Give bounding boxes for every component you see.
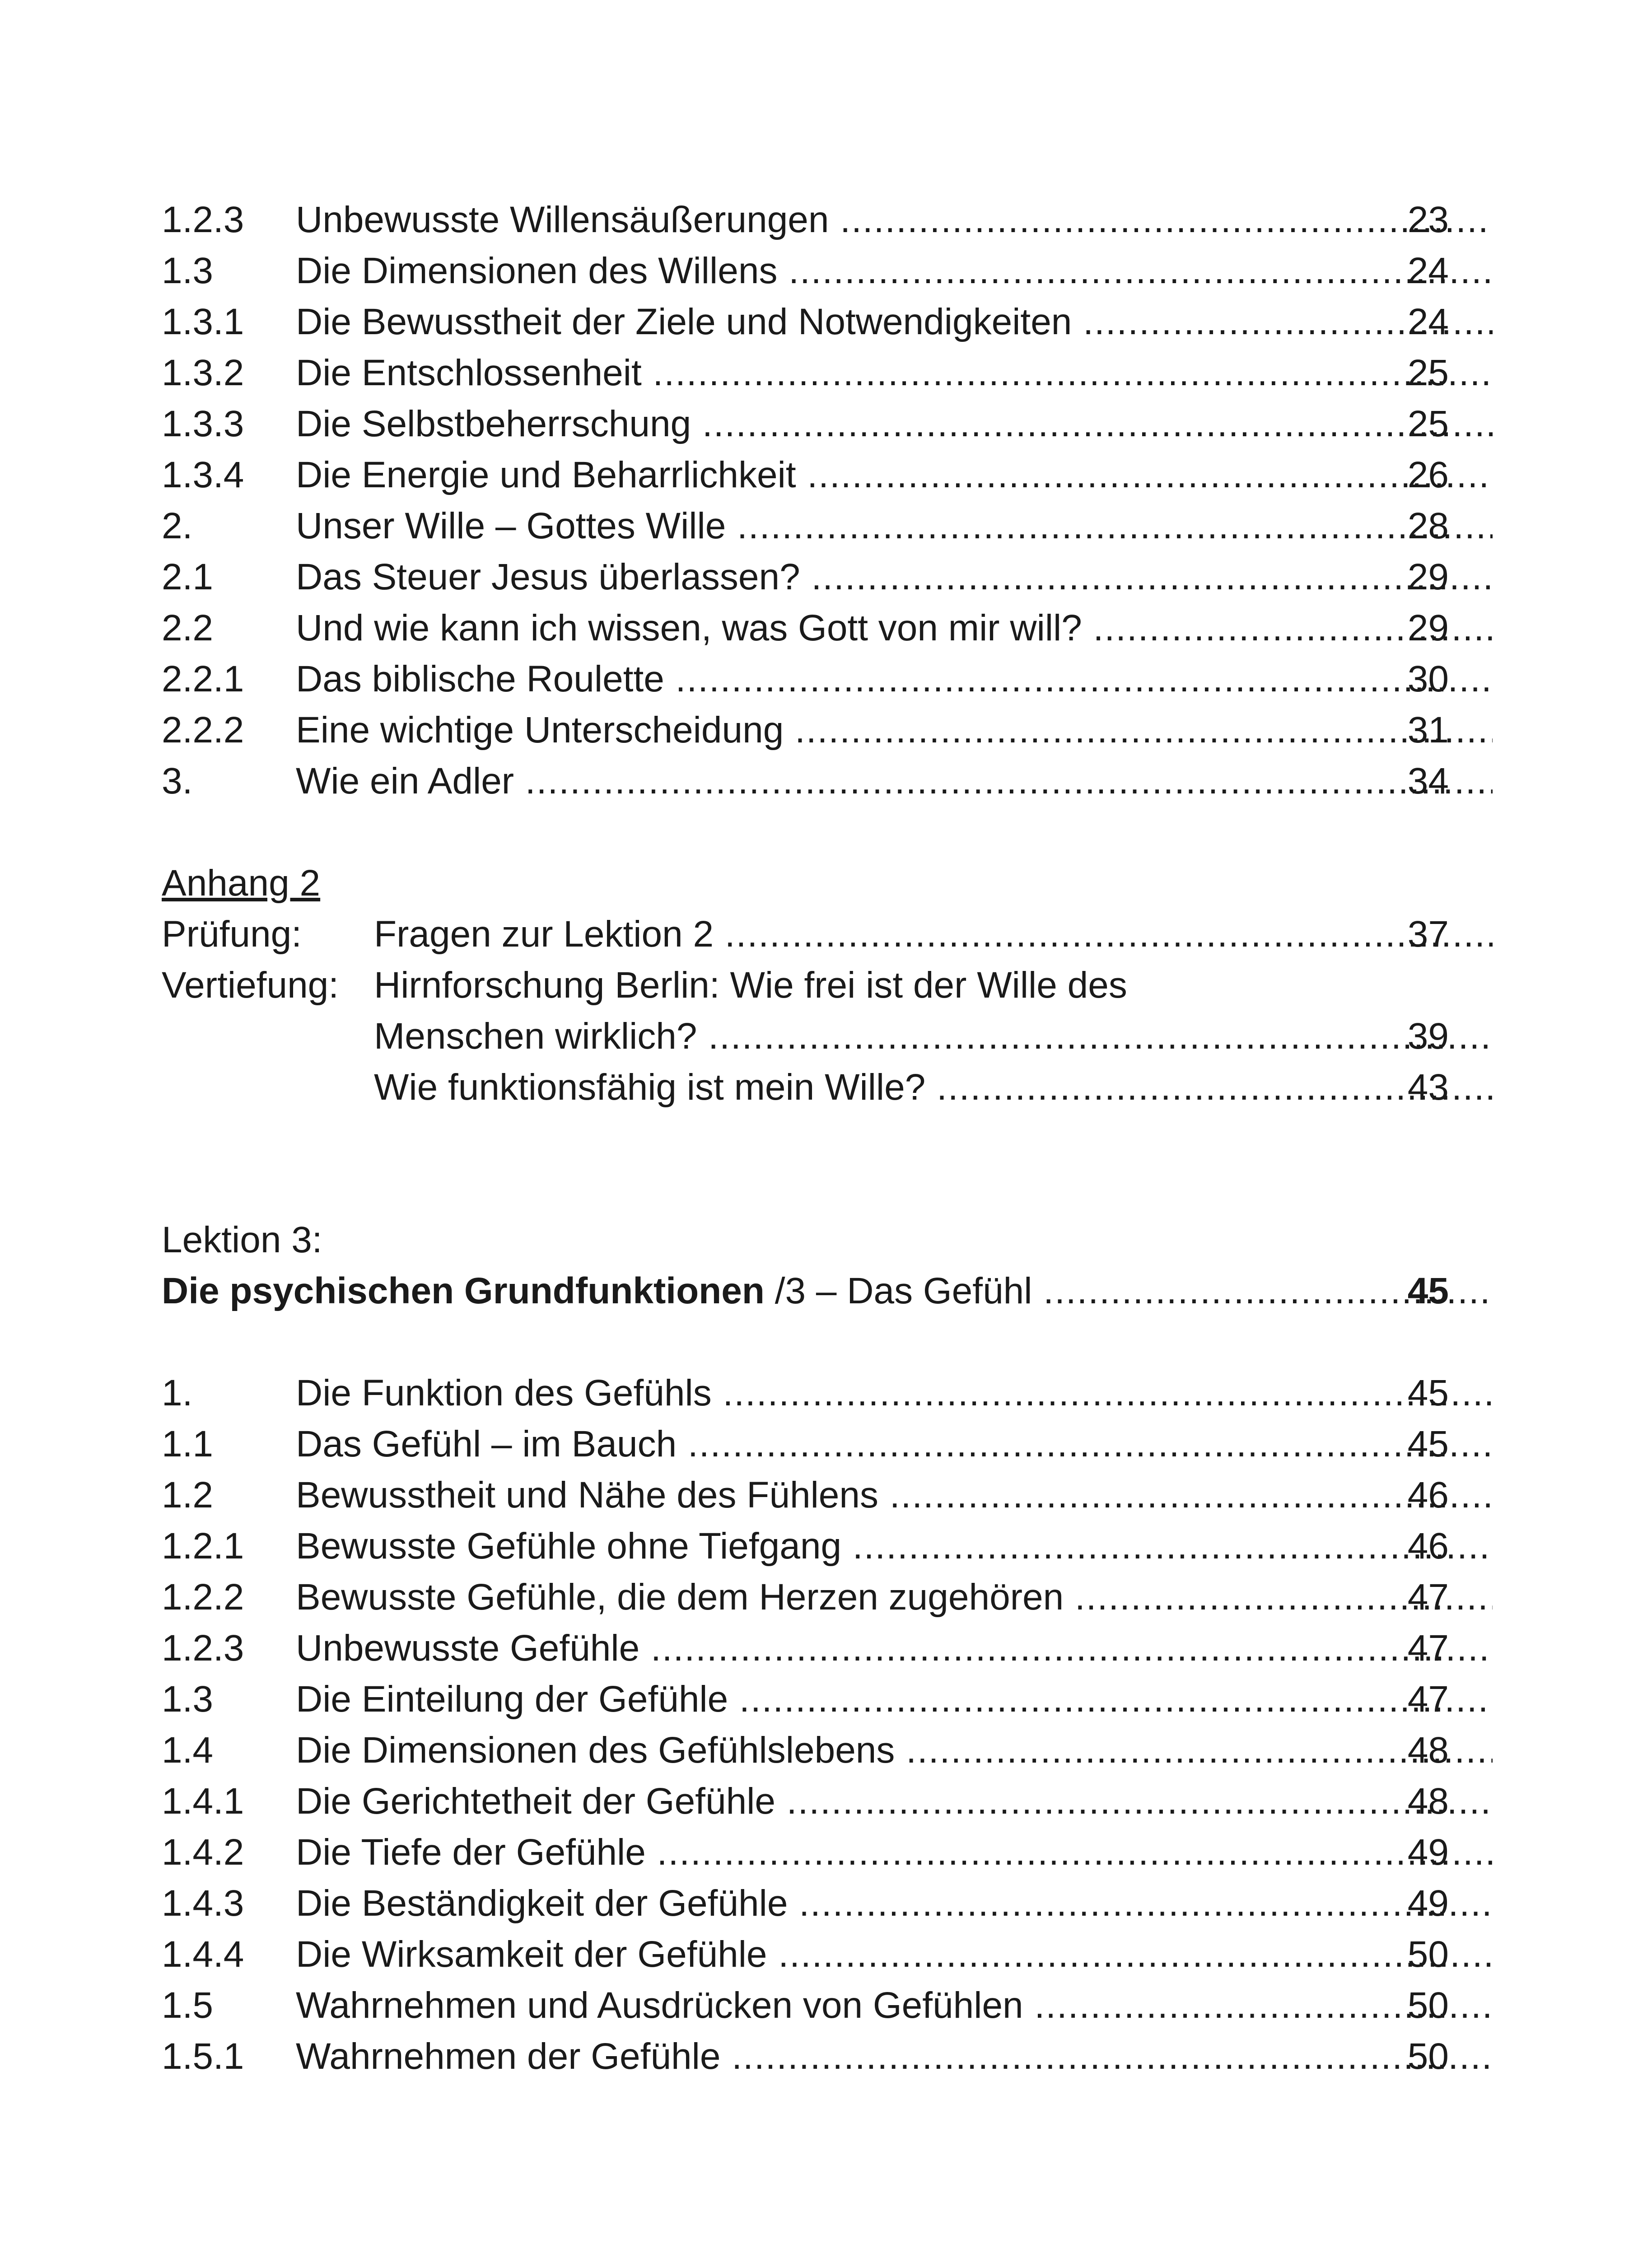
entry-title: Bewusste Gefühle, die dem Herzen zugehören ..... <box>296 1572 1493 1623</box>
entry-number: 1.3.1 <box>162 301 244 342</box>
lektion-title-line <box>162 1266 1449 1316</box>
entry-page: 30 <box>1407 658 1449 700</box>
entry-number: 1.4.3 <box>162 1883 244 1924</box>
entry-title: Die Gerichtetheit der Gefühle ..... <box>296 1776 1493 1827</box>
toc-entry <box>162 1776 1449 1827</box>
toc-entry <box>162 1623 1449 1674</box>
entry-number: 2.1 <box>162 556 213 597</box>
entry-page: 25 <box>1407 352 1449 393</box>
entry-title: Die Wirksamkeit der Gefühle ..... <box>296 1929 1493 1980</box>
entry-number: 1.4.1 <box>162 1781 244 1822</box>
toc-entry <box>162 552 1449 602</box>
entry-page: 28 <box>1407 505 1449 546</box>
lektion-page: 45 <box>1407 1270 1449 1311</box>
entry-page: 39 <box>1407 1016 1449 1057</box>
entry-number: 2.2.1 <box>162 658 244 700</box>
entry-title: Wahrnehmen der Gefühle ..... <box>296 2031 1493 2082</box>
entry-page: 34 <box>1407 760 1449 802</box>
toc-entry <box>162 297 1449 347</box>
entry-number: 1.5.1 <box>162 2036 244 2077</box>
toc-entry <box>162 603 1449 653</box>
toc-entry <box>162 909 1449 960</box>
entry-number: 1.2.2 <box>162 1577 244 1618</box>
toc-entry <box>162 705 1449 756</box>
toc-entry <box>162 501 1449 551</box>
entry-number: 1.5 <box>162 1985 213 2026</box>
entry-title: Unbewusste Gefühle ..... <box>296 1623 1493 1674</box>
entry-title: Die Bewusstheit der Ziele und Notwendigkeiten ..... <box>296 297 1493 347</box>
entry-page: 47 <box>1407 1628 1449 1669</box>
entry-title: Eine wichtige Unterscheidung ..... <box>296 705 1493 756</box>
entry-number: 2.2 <box>162 607 213 648</box>
entry-page: 24 <box>1407 250 1449 291</box>
entry-number: 1.3.3 <box>162 403 244 444</box>
entry-number: 1.3.2 <box>162 352 244 393</box>
entry-page: 23 <box>1407 199 1449 240</box>
toc-entry <box>162 1929 1449 1980</box>
entry-page: 49 <box>1407 1832 1449 1873</box>
entry-page: 25 <box>1407 403 1449 444</box>
entry-number: 1.1 <box>162 1423 213 1465</box>
entry-number: 1.4 <box>162 1730 213 1771</box>
lektion-title-rest: /3 – Das Gefühl <box>764 1270 1032 1311</box>
entry-page: 50 <box>1407 1985 1449 2026</box>
entry-page: 43 <box>1407 1067 1449 1108</box>
toc-entry <box>162 195 1449 245</box>
toc-entry <box>162 1368 1449 1418</box>
entry-title: Und wie kann ich wissen, was Gott von mir will? ..... <box>296 603 1493 653</box>
entry-page: 47 <box>1407 1577 1449 1618</box>
entry-title: Fragen zur Lektion 2 ..... <box>374 909 1493 960</box>
entry-page: 29 <box>1407 607 1449 648</box>
entry-title: Unser Wille – Gottes Wille ..... <box>296 501 1493 551</box>
entry-page: 48 <box>1407 1781 1449 1822</box>
toc-entry <box>162 1521 1449 1572</box>
entry-number: 2. <box>162 505 193 546</box>
toc-entry <box>162 1470 1449 1521</box>
entry-title-line1: Hirnforschung Berlin: Wie frei ist der Wille des <box>374 965 1127 1006</box>
toc-entry <box>162 399 1449 449</box>
entry-page: 50 <box>1407 1934 1449 1975</box>
entry-number: 1.4.4 <box>162 1934 244 1975</box>
entry-number: 1.3 <box>162 250 213 291</box>
anhang-heading: Anhang 2 <box>162 863 321 904</box>
entry-title: Das biblische Roulette ..... <box>296 654 1493 704</box>
entry-number: 2.2.2 <box>162 709 244 751</box>
toc-entry <box>162 960 1449 1011</box>
entry-title: Wie ein Adler ..... <box>296 756 1493 807</box>
toc-entry <box>162 1980 1449 2031</box>
entry-title: Das Gefühl – im Bauch ..... <box>296 1419 1493 1470</box>
entry-title: Die Einteilung der Gefühle ..... <box>296 1674 1493 1725</box>
entry-title: Die Energie und Beharrlichkeit ..... <box>296 450 1493 500</box>
entry-title: Die Tiefe der Gefühle ..... <box>296 1827 1493 1878</box>
entry-page: 31 <box>1407 709 1449 751</box>
vertiefung-label: Vertiefung: <box>162 965 339 1006</box>
entry-number: 1.2.3 <box>162 1628 244 1669</box>
toc-entry <box>162 1878 1449 1929</box>
entry-number: 3. <box>162 760 193 802</box>
entry-number: 1.2.1 <box>162 1526 244 1567</box>
lektion-label: Lektion 3: <box>162 1219 322 1260</box>
entry-number: 1.2.3 <box>162 199 244 240</box>
entry-number: 1.2 <box>162 1474 213 1516</box>
entry-title: Bewusste Gefühle ohne Tiefgang ..... <box>296 1521 1493 1572</box>
entry-title-line2: Menschen wirklich? ..... <box>374 1011 1493 1062</box>
lektion-title-bold: Die psychischen Grundfunktionen <box>162 1270 765 1311</box>
toc-entry <box>162 450 1449 500</box>
toc-entry <box>162 348 1449 398</box>
entry-title: Unbewusste Willensäußerungen ..... <box>296 195 1493 245</box>
anhang-heading-line <box>162 858 1449 909</box>
entry-number: 1.3 <box>162 1679 213 1720</box>
toc-entry <box>162 1419 1449 1470</box>
lektion-label-line <box>162 1215 1449 1265</box>
lektion-title <box>162 1266 1493 1316</box>
entry-title: Das Steuer Jesus überlassen? ..... <box>296 552 1493 602</box>
toc-entry <box>162 756 1449 807</box>
entry-page: 45 <box>1407 1372 1449 1414</box>
toc-entry <box>162 246 1449 296</box>
entry-title: Bewusstheit und Nähe des Fühlens ..... <box>296 1470 1493 1521</box>
toc-entry-continued <box>162 1011 1449 1062</box>
entry-page: 24 <box>1407 301 1449 342</box>
entry-number: 1.3.4 <box>162 454 244 495</box>
toc-entry <box>162 1827 1449 1878</box>
entry-page: 49 <box>1407 1883 1449 1924</box>
toc-entry <box>162 1725 1449 1776</box>
entry-title: Die Entschlossenheit ..... <box>296 348 1493 398</box>
entry-title: Wie funktionsfähig ist mein Wille? ..... <box>374 1062 1493 1113</box>
entry-number: 1. <box>162 1372 193 1414</box>
entry-page: 46 <box>1407 1474 1449 1516</box>
entry-page: 50 <box>1407 2036 1449 2077</box>
toc-entry <box>162 1572 1449 1623</box>
entry-title: Die Beständigkeit der Gefühle ..... <box>296 1878 1493 1929</box>
toc-entry <box>162 1062 1449 1113</box>
entry-page: 48 <box>1407 1730 1449 1771</box>
entry-page: 45 <box>1407 1423 1449 1465</box>
toc-entry <box>162 2031 1449 2082</box>
entry-page: 37 <box>1407 914 1449 955</box>
entry-title: Wahrnehmen und Ausdrücken von Gefühlen ..... <box>296 1980 1493 2031</box>
pruefung-label: Prüfung: <box>162 914 302 955</box>
entry-number: 1.4.2 <box>162 1832 244 1873</box>
entry-title: Die Funktion des Gefühls ..... <box>296 1368 1493 1418</box>
toc-entry <box>162 654 1449 704</box>
entry-page: 46 <box>1407 1526 1449 1567</box>
entry-page: 47 <box>1407 1679 1449 1720</box>
entry-page: 26 <box>1407 454 1449 495</box>
entry-title: Die Dimensionen des Willens ..... <box>296 246 1493 296</box>
toc-entry <box>162 1674 1449 1725</box>
entry-page: 29 <box>1407 556 1449 597</box>
entry-title: Die Selbstbeherrschung ..... <box>296 399 1493 449</box>
entry-title: Die Dimensionen des Gefühlslebens ..... <box>296 1725 1493 1776</box>
